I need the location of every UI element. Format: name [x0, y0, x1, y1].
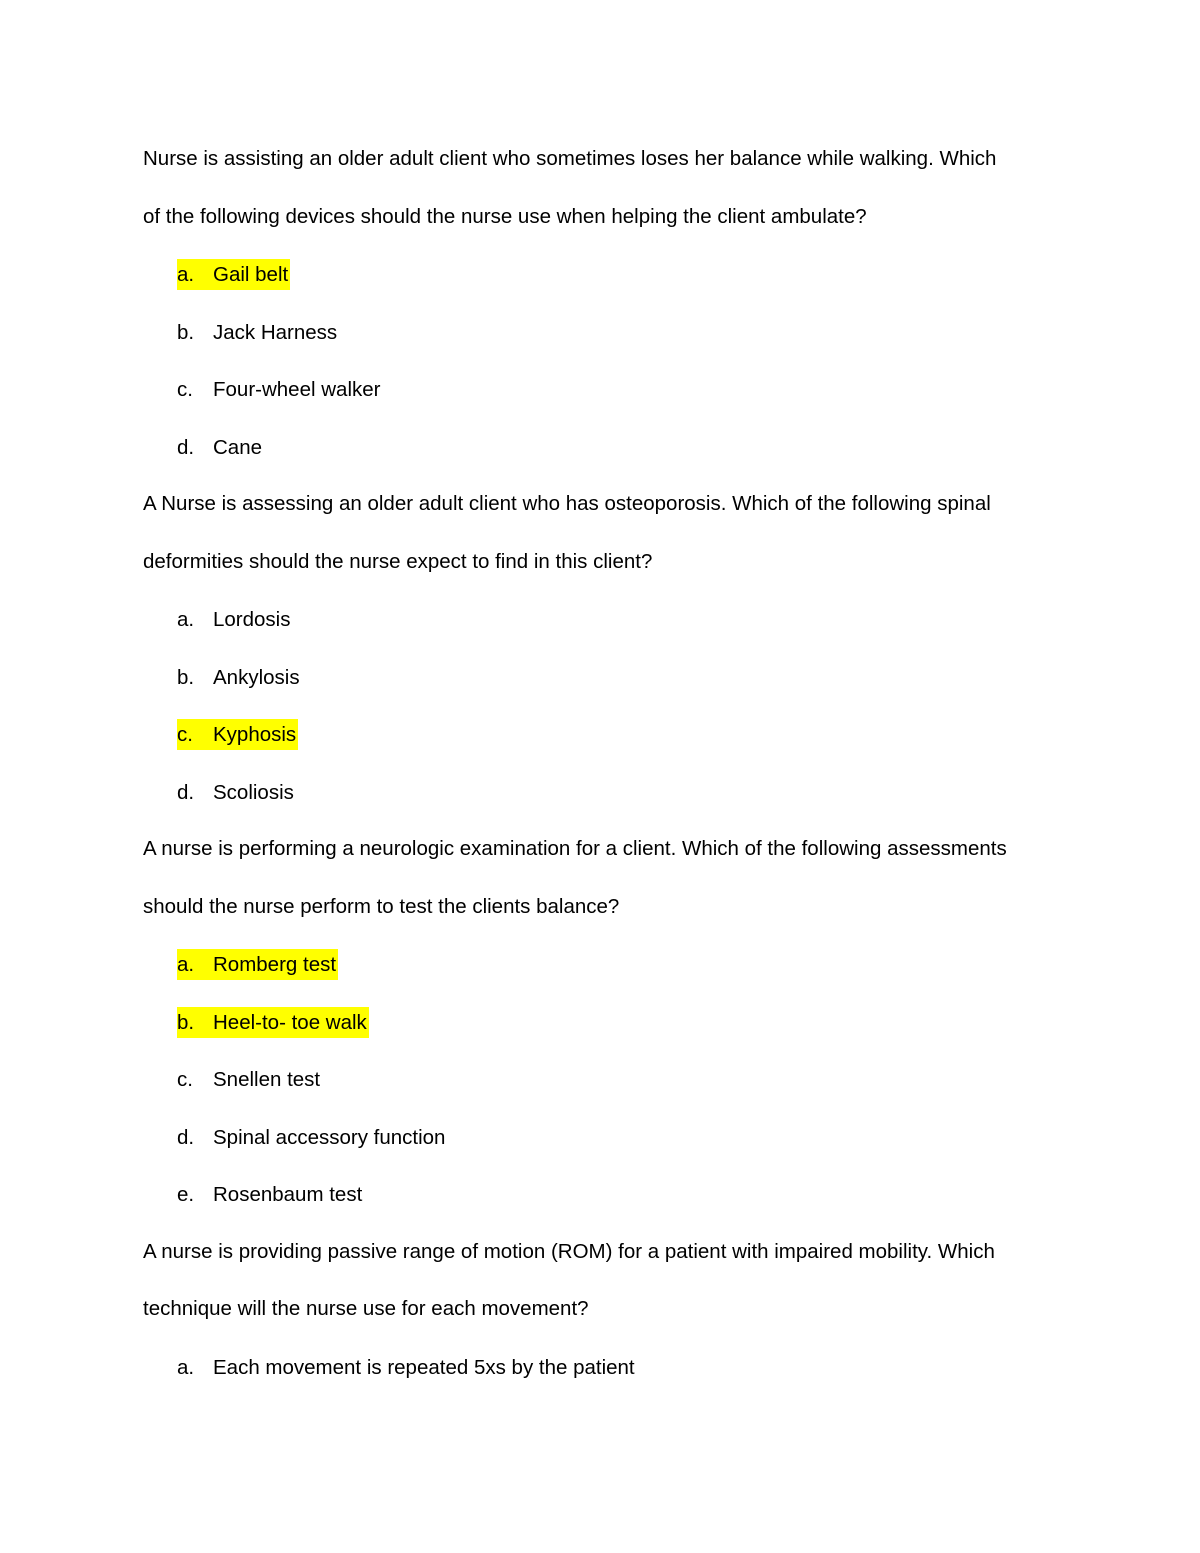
question-text-line: deformities should the nurse expect to find in this client? — [143, 549, 653, 573]
question-text-line: technique will the nurse use for each movement? — [143, 1297, 589, 1320]
option-letter: a. — [177, 953, 195, 977]
answer-text — [177, 1352, 637, 1383]
answer-options-list — [143, 590, 1073, 820]
answer-text — [177, 1179, 364, 1210]
highlighted-answer — [177, 259, 290, 290]
answer-text — [177, 432, 264, 463]
answer-option — [143, 993, 1073, 1051]
option-text: Four-wheel walker — [213, 378, 381, 402]
answer-option — [143, 1108, 1073, 1166]
question-block — [143, 1223, 1073, 1396]
option-text: Scoliosis — [213, 780, 294, 804]
option-text: Spinal accessory function — [213, 1125, 446, 1149]
option-letter: a. — [177, 263, 195, 287]
option-letter: b. — [177, 1010, 195, 1034]
answer-option — [143, 418, 1073, 476]
answer-option — [143, 1050, 1073, 1108]
document-body — [143, 130, 1073, 1395]
option-letter: d. — [177, 1125, 195, 1149]
option-text: Cane — [213, 435, 263, 459]
option-text: Jack Harness — [213, 320, 338, 344]
option-text: Ankylosis — [213, 665, 300, 689]
answer-option — [143, 360, 1073, 418]
option-letter: d. — [177, 780, 195, 804]
answer-text — [177, 374, 382, 405]
answer-option — [143, 935, 1073, 993]
answer-option — [143, 705, 1073, 763]
option-text: Kyphosis — [213, 723, 297, 747]
option-text: Each movement is repeated 5xs by the patient — [213, 1355, 635, 1379]
highlighted-answer — [177, 719, 298, 750]
question-text-line: A nurse is performing a neurologic examination for a client. Which of the following assessments — [143, 837, 1007, 860]
answer-option — [143, 590, 1073, 648]
answer-options-list — [143, 935, 1073, 1223]
answer-option — [143, 1338, 1073, 1396]
answer-option — [143, 1165, 1073, 1223]
question-text-line: A nurse is providing passive range of motion (ROM) for a patient with impaired mobility. Which — [143, 1239, 995, 1263]
option-letter: e. — [177, 1183, 195, 1207]
option-text: Lordosis — [213, 608, 291, 632]
answer-text — [177, 1122, 447, 1153]
answer-text — [177, 1064, 322, 1095]
option-text: Heel-to- toe walk — [213, 1010, 367, 1034]
question-text-line: Nurse is assisting an older adult client who sometimes loses her balance while walking. Which — [143, 147, 997, 170]
question-text-line: should the nurse perform to test the clients balance? — [143, 894, 620, 918]
answer-text — [177, 317, 339, 348]
option-text: Snellen test — [213, 1068, 321, 1092]
question-block — [143, 130, 1073, 475]
answer-options-list — [143, 1338, 1073, 1396]
highlighted-answer — [177, 1007, 369, 1038]
option-letter: c. — [177, 378, 193, 402]
option-letter: d. — [177, 435, 195, 459]
option-letter: a. — [177, 1355, 195, 1379]
option-letter: b. — [177, 320, 195, 344]
answer-text — [177, 604, 293, 635]
option-text: Gail belt — [213, 263, 289, 287]
option-text: Romberg test — [213, 953, 337, 977]
option-letter: c. — [177, 1068, 193, 1092]
option-text: Rosenbaum test — [213, 1183, 363, 1207]
option-letter: a. — [177, 608, 195, 632]
answer-option — [143, 245, 1073, 303]
answer-text — [177, 777, 296, 808]
answer-text — [177, 662, 302, 693]
option-letter: b. — [177, 665, 195, 689]
highlighted-answer — [177, 949, 338, 980]
question-text-line: of the following devices should the nurse use when helping the client ambulate? — [143, 204, 867, 228]
question-text-line: A Nurse is assessing an older adult client who has osteoporosis. Which of the following spinal — [143, 492, 991, 515]
answer-option — [143, 648, 1073, 706]
option-letter: c. — [177, 723, 193, 747]
question-block — [143, 475, 1073, 820]
answer-options-list — [143, 245, 1073, 475]
answer-option — [143, 763, 1073, 821]
question-block — [143, 820, 1073, 1223]
answer-option — [143, 303, 1073, 361]
